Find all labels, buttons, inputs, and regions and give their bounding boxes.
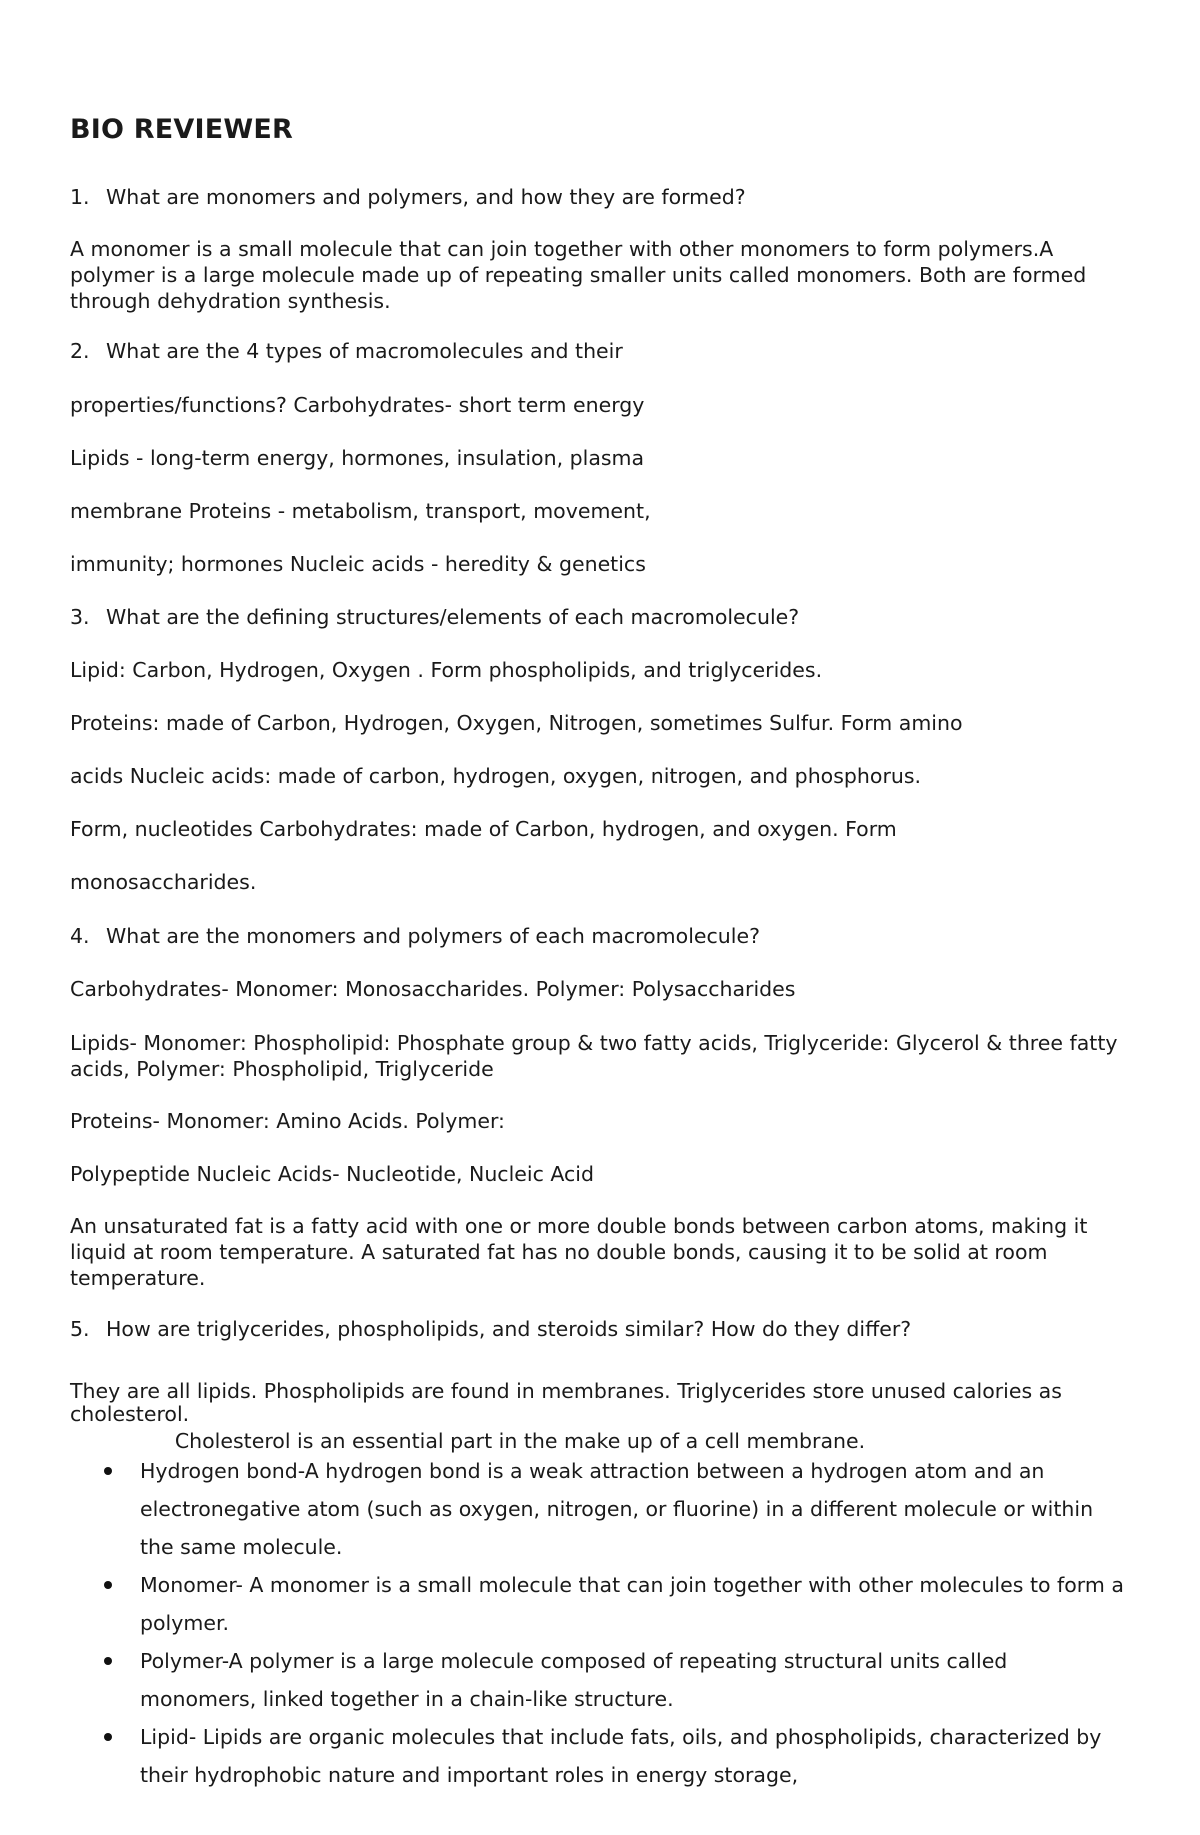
answer-1: A monomer is a small molecule that can join together with other monomers to form polymers.A polymer is a large molecule made up of repeating smaller units called monomers. Both are formed through dehydration synthesis.: [70, 237, 1087, 313]
question-4: [70, 923, 760, 949]
bullet-icon: [104, 1657, 112, 1665]
list-item: [70, 1566, 1130, 1642]
answer-5: They are all lipids. Phospholipids are found in membranes. Triglycerides store unused calories as cholesterol.: [70, 1379, 1062, 1426]
question-4-text: What are the monomers and polymers of each macromolecule?: [106, 924, 760, 948]
answer-3-line: Form, nucleotides Carbohydrates: made of Carbon, hydrogen, and oxygen. Form: [70, 817, 897, 841]
answer-2-line: Lipids - long-term energy, hormones, insulation, plasma: [70, 446, 645, 470]
answer-3-line: monosaccharides.: [70, 870, 257, 894]
answer-3-line: acids Nucleic acids: made of carbon, hydrogen, oxygen, nitrogen, and phosphorus.: [70, 764, 922, 788]
centered-cholesterol-line: Cholesterol is an essential part in the make up of a cell membrane.: [174, 1429, 866, 1453]
answer-3-line: Proteins: made of Carbon, Hydrogen, Oxygen, Nitrogen, sometimes Sulfur. Form amino: [70, 711, 963, 735]
answer-4-proteins: Proteins- Monomer: Amino Acids. Polymer:: [70, 1109, 505, 1133]
question-2-number: 2.: [70, 339, 90, 363]
list-item: [70, 1452, 1130, 1566]
answer-2-line: immunity; hormones Nucleic acids - heredity & genetics: [70, 552, 646, 576]
bullet-icon: [104, 1581, 112, 1589]
question-1-number: 1.: [70, 185, 90, 209]
answer-4-carbohydrates: Carbohydrates- Monomer: Monosaccharides. Polymer: Polysaccharides: [70, 977, 796, 1001]
question-1: [70, 184, 746, 210]
bullet-icon: [104, 1467, 112, 1475]
question-5-number: 5.: [70, 1317, 90, 1341]
definition-monomer: Monomer- A monomer is a small molecule that can join together with other molecules to form a polymer.: [140, 1573, 1124, 1635]
list-item: [70, 1642, 1130, 1718]
definition-polymer: Polymer-A polymer is a large molecule composed of repeating structural units called monomers, linked together in a chain-like structure.: [140, 1649, 1008, 1711]
answer-4-nucleic-acids: Polypeptide Nucleic Acids- Nucleotide, Nucleic Acid: [70, 1162, 595, 1186]
definitions-list: [70, 1452, 1130, 1794]
question-3-number: 3.: [70, 605, 90, 629]
question-2-text: What are the 4 types of macromolecules and their: [106, 339, 623, 363]
question-2: [70, 338, 623, 364]
question-5-text: How are triglycerides, phospholipids, and steroids similar? How do they differ?: [106, 1317, 912, 1341]
answer-4-lipids: Lipids- Monomer: Phospholipid: Phosphate group & two fatty acids, Triglyceride: Glycerol & three fatty acids, Polymer: Phospholipid, Triglyceride: [70, 1031, 1118, 1081]
question-3: [70, 604, 799, 630]
bullet-icon: [104, 1733, 112, 1741]
definition-hydrogen-bond: Hydrogen bond-A hydrogen bond is a weak attraction between a hydrogen atom and an electronegative atom (such as oxygen, nitrogen, or fluorine) in a different molecule or within the same molecule.: [140, 1459, 1094, 1559]
definition-lipid: Lipid- Lipids are organic molecules that include fats, oils, and phospholipids, characterized by their hydrophobic nature and important roles in energy storage,: [140, 1725, 1102, 1787]
question-3-text: What are the defining structures/elements of each macromolecule?: [106, 605, 800, 629]
question-4-number: 4.: [70, 924, 90, 948]
answer-3-line: Lipid: Carbon, Hydrogen, Oxygen . Form phospholipids, and triglycerides.: [70, 658, 823, 682]
question-5: [70, 1316, 911, 1342]
answer-2-line: properties/functions? Carbohydrates- short term energy: [70, 393, 645, 417]
fats-paragraph: An unsaturated fat is a fatty acid with one or more double bonds between carbon atoms, making it liquid at room temperature. A saturated fat has no double bonds, causing it to be solid at room temperature.: [70, 1214, 1088, 1290]
list-item: [70, 1718, 1130, 1794]
document-title: BIO REVIEWER: [70, 114, 294, 145]
question-1-text: What are monomers and polymers, and how they are formed?: [106, 185, 746, 209]
answer-2-line: membrane Proteins - metabolism, transport, movement,: [70, 499, 651, 523]
